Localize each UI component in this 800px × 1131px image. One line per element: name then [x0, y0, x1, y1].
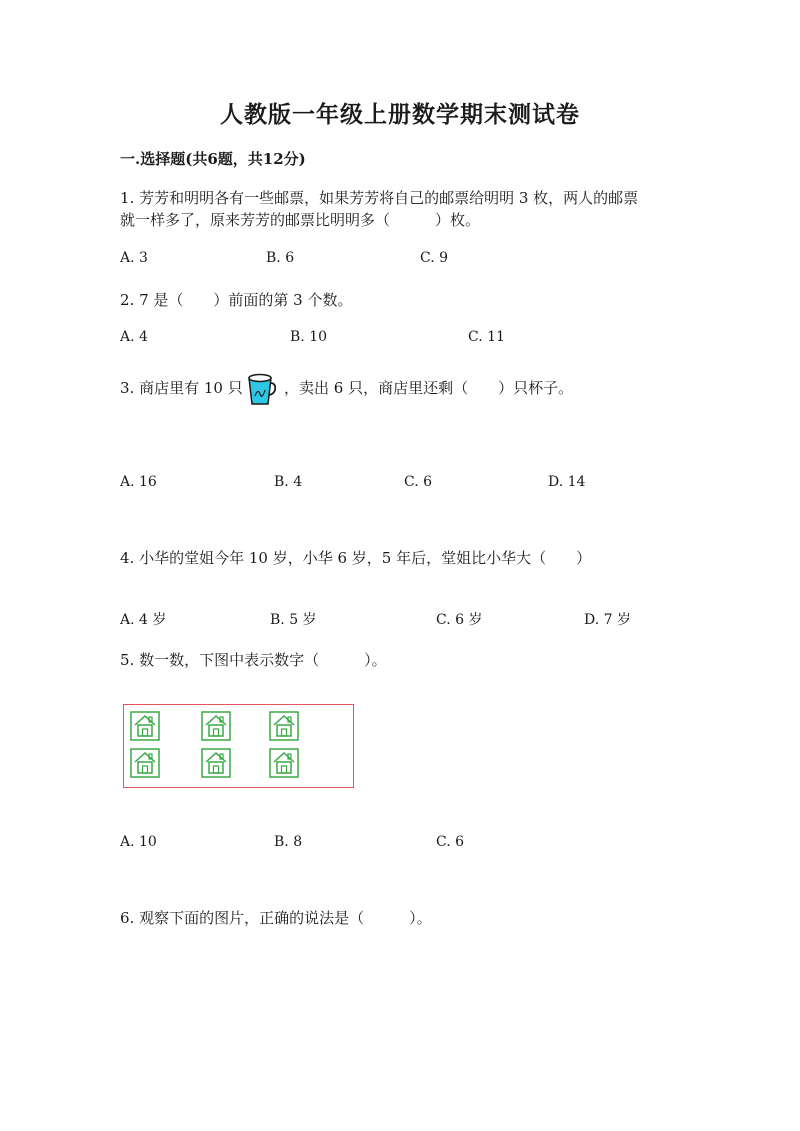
- house-icon: [201, 748, 231, 778]
- q3-option-b: B. 4: [274, 474, 303, 490]
- question-6: 6. 观察下面的图片，正确的说法是（ ）。: [120, 909, 432, 927]
- q1-option-b: B. 6: [266, 250, 295, 266]
- q1-option-a: A. 3: [120, 250, 148, 266]
- q2-option-a: A. 4: [120, 329, 148, 345]
- question-4: 4. 小华的堂姐今年 10 岁，小华 6 岁，5 年后，堂姐比小华大（ ）: [120, 549, 592, 567]
- question-2: 2. 7 是（ ）前面的第 3 个数。: [120, 291, 353, 309]
- house-icon: [201, 711, 231, 741]
- q5-option-a: A. 10: [120, 834, 157, 850]
- q4-option-d: D. 7 岁: [584, 612, 631, 628]
- section-heading: 一.选择题(共6题，共12分): [120, 150, 306, 168]
- q2-option-c: C. 11: [468, 329, 505, 345]
- q4-option-a: A. 4 岁: [120, 612, 167, 628]
- q3-option-c: C. 6: [404, 474, 433, 490]
- question-1-line-2: 就一样多了，原来芳芳的邮票比明明多（ ）枚。: [120, 211, 481, 229]
- house-picture-frame: [123, 704, 354, 788]
- q5-option-c: C. 6: [436, 834, 465, 850]
- house-icon: [130, 711, 160, 741]
- q3-option-a: A. 16: [120, 474, 157, 490]
- page-title: 人教版一年级上册数学期末测试卷: [220, 101, 580, 128]
- cup-icon: [246, 372, 276, 406]
- q1-option-c: C. 9: [420, 250, 449, 266]
- q4-option-b: B. 5 岁: [270, 612, 317, 628]
- question-1-line-1: 1. 芳芳和明明各有一些邮票，如果芳芳将自己的邮票给明明 3 枚，两人的邮票: [120, 189, 639, 207]
- question-3-after: ，卖出 6 只，商店里还剩（ ）只杯子。: [284, 379, 574, 397]
- q5-option-b: B. 8: [274, 834, 303, 850]
- house-icon: [130, 748, 160, 778]
- question-5: 5. 数一数，下图中表示数字（ ）。: [120, 651, 387, 669]
- q4-option-c: C. 6 岁: [436, 612, 483, 628]
- house-icon: [269, 711, 299, 741]
- question-3-before: 3. 商店里有 10 只: [120, 379, 243, 397]
- q2-option-b: B. 10: [290, 329, 328, 345]
- q3-option-d: D. 14: [548, 474, 586, 490]
- house-icon: [269, 748, 299, 778]
